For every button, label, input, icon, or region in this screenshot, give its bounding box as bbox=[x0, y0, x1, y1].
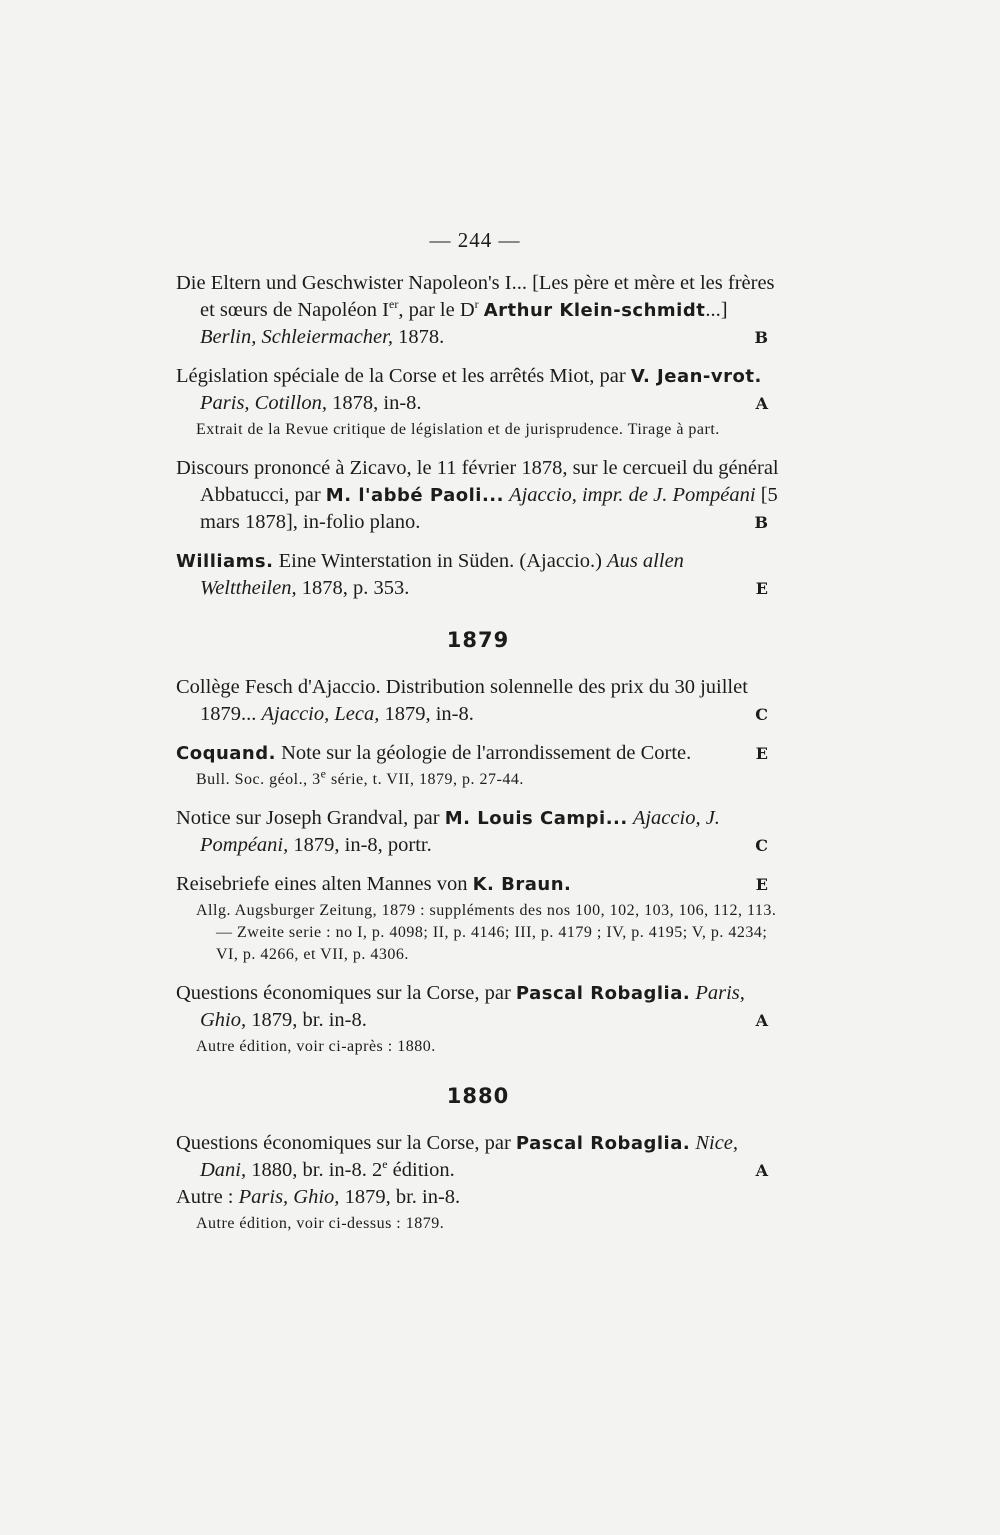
entry-author: Williams. bbox=[176, 551, 274, 572]
availability-code: A bbox=[755, 394, 768, 413]
list-item bbox=[176, 1184, 780, 1211]
bibliography-list bbox=[176, 270, 780, 1249]
entry-title: Questions économiques sur la Corse, par bbox=[176, 1132, 511, 1154]
entry-title: Note sur la géologie de l'arrondissement de Corte. bbox=[281, 742, 692, 764]
availability-code: E bbox=[755, 579, 768, 598]
entry-title: Collège Fesch d'Ajaccio. Distribution solennelle des prix du 30 juillet 1879... bbox=[176, 676, 748, 725]
superscript: er bbox=[389, 297, 399, 312]
entry-author: Arthur Klein-schmidt bbox=[483, 300, 706, 321]
year-heading: 1879 bbox=[446, 628, 510, 652]
entry-publisher: Ajaccio, Leca, bbox=[261, 703, 380, 725]
entry-author: Pascal Robaglia. bbox=[515, 1133, 691, 1154]
entry-details: 1879, in-8, portr. bbox=[293, 834, 432, 856]
entry-title: Reisebriefe eines alten Mannes von bbox=[176, 873, 468, 895]
entry-publisher: Ajaccio, J. Pompéani, bbox=[200, 807, 720, 856]
note-text: série, t. VII, 1879, p. 27-44. bbox=[326, 771, 524, 788]
list-item bbox=[176, 674, 780, 728]
list-item bbox=[176, 805, 780, 859]
entry-publisher: Paris, Ghio, bbox=[238, 1186, 340, 1208]
entry-text: ...] bbox=[705, 299, 728, 321]
entry-details: 1879, br. in-8. bbox=[344, 1186, 461, 1208]
entry-title: Législation spéciale de la Corse et les arrêtés Miot, par bbox=[176, 365, 626, 387]
entry-title: Eine Winterstation in Süden. (Ajaccio.) bbox=[278, 550, 602, 572]
year-heading: 1880 bbox=[446, 1084, 510, 1108]
entry-title: Questions économiques sur la Corse, par bbox=[176, 982, 511, 1004]
entry-publisher: Berlin, Schleiermacher, bbox=[200, 326, 393, 348]
entry-note: Allg. Augsburger Zeitung, 1879 : suppléments des nos 100, 102, 103, 106, 112, 113. — Zweite serie : no I, p. 4098; II, p. 4146; III, p. 4179 ; IV, p. 4195; V, p. 4234; VI, p. 4266, et VII, p. 4306. bbox=[196, 902, 777, 963]
entry-note bbox=[196, 766, 780, 791]
availability-code: A bbox=[755, 1161, 768, 1180]
superscript: r bbox=[474, 297, 479, 312]
entry-title: Discours prononcé à Zicavo, le 11 février 1878, sur le cercueil du général Abbatucci, par bbox=[176, 457, 779, 506]
entry-publisher: Aus allen Welttheilen, bbox=[200, 550, 684, 599]
entry-publisher: Paris, Ghio, bbox=[200, 982, 745, 1031]
entry-alt-label: Autre : bbox=[176, 1186, 234, 1208]
availability-code: E bbox=[755, 875, 768, 894]
list-item bbox=[176, 548, 780, 602]
entry-author: M. l'abbé Paoli... bbox=[325, 485, 504, 506]
availability-code: C bbox=[755, 705, 768, 724]
superscript: e bbox=[382, 1157, 388, 1172]
entry-details: 1879, in-8. bbox=[384, 703, 474, 725]
entry-publisher: Nice, Dani, bbox=[200, 1132, 739, 1181]
list-item bbox=[176, 1130, 780, 1184]
entry-author: M. Louis Campi... bbox=[444, 808, 628, 829]
entry-year: 1878. bbox=[398, 326, 445, 348]
list-item bbox=[176, 740, 780, 767]
entry-author: K. Braun. bbox=[472, 874, 572, 895]
availability-code: A bbox=[755, 1011, 768, 1030]
note-text: Bull. Soc. géol., 3 bbox=[196, 771, 321, 788]
entry-author: Pascal Robaglia. bbox=[515, 983, 691, 1004]
availability-code: C bbox=[755, 836, 768, 855]
availability-code: B bbox=[754, 513, 768, 532]
page-number: — 244 — bbox=[429, 228, 521, 252]
entry-author: V. Jean-vrot. bbox=[630, 366, 762, 387]
list-item bbox=[176, 980, 780, 1034]
entry-details: édition. bbox=[387, 1159, 455, 1181]
list-item bbox=[176, 455, 780, 536]
entry-details: [5 mars 1878], in-folio plano. bbox=[200, 484, 778, 533]
list-item bbox=[176, 270, 780, 351]
list-item bbox=[176, 871, 780, 898]
entry-details: 1879, br. in-8. bbox=[251, 1009, 367, 1031]
entry-title: Notice sur Joseph Grandval, par bbox=[176, 807, 440, 829]
entry-text: Die Eltern und Geschwister Napoleon's I... [Les père et mère et les frères et sœurs de Napoléon I bbox=[176, 272, 775, 321]
availability-code: B bbox=[754, 328, 768, 347]
list-item bbox=[176, 363, 780, 417]
entry-note: Extrait de la Revue critique de législation et de jurisprudence. Tirage à part. bbox=[196, 421, 720, 438]
entry-details: 1878, in-8. bbox=[332, 392, 422, 414]
entry-publisher: Paris, Cotillon, bbox=[200, 392, 328, 414]
availability-code: E bbox=[755, 744, 768, 763]
entry-details: 1878, p. 353. bbox=[301, 577, 410, 599]
entry-note: Autre édition, voir ci-dessus : 1879. bbox=[196, 1215, 445, 1232]
entry-details: 1880, br. in-8. 2 bbox=[251, 1159, 383, 1181]
entry-note: Autre édition, voir ci-après : 1880. bbox=[196, 1038, 436, 1055]
entry-text: , par le D bbox=[398, 299, 475, 321]
entry-author: Coquand. bbox=[176, 743, 276, 764]
entry-publisher: Ajaccio, impr. de J. Pompéani bbox=[509, 484, 756, 506]
superscript: e bbox=[320, 766, 327, 781]
